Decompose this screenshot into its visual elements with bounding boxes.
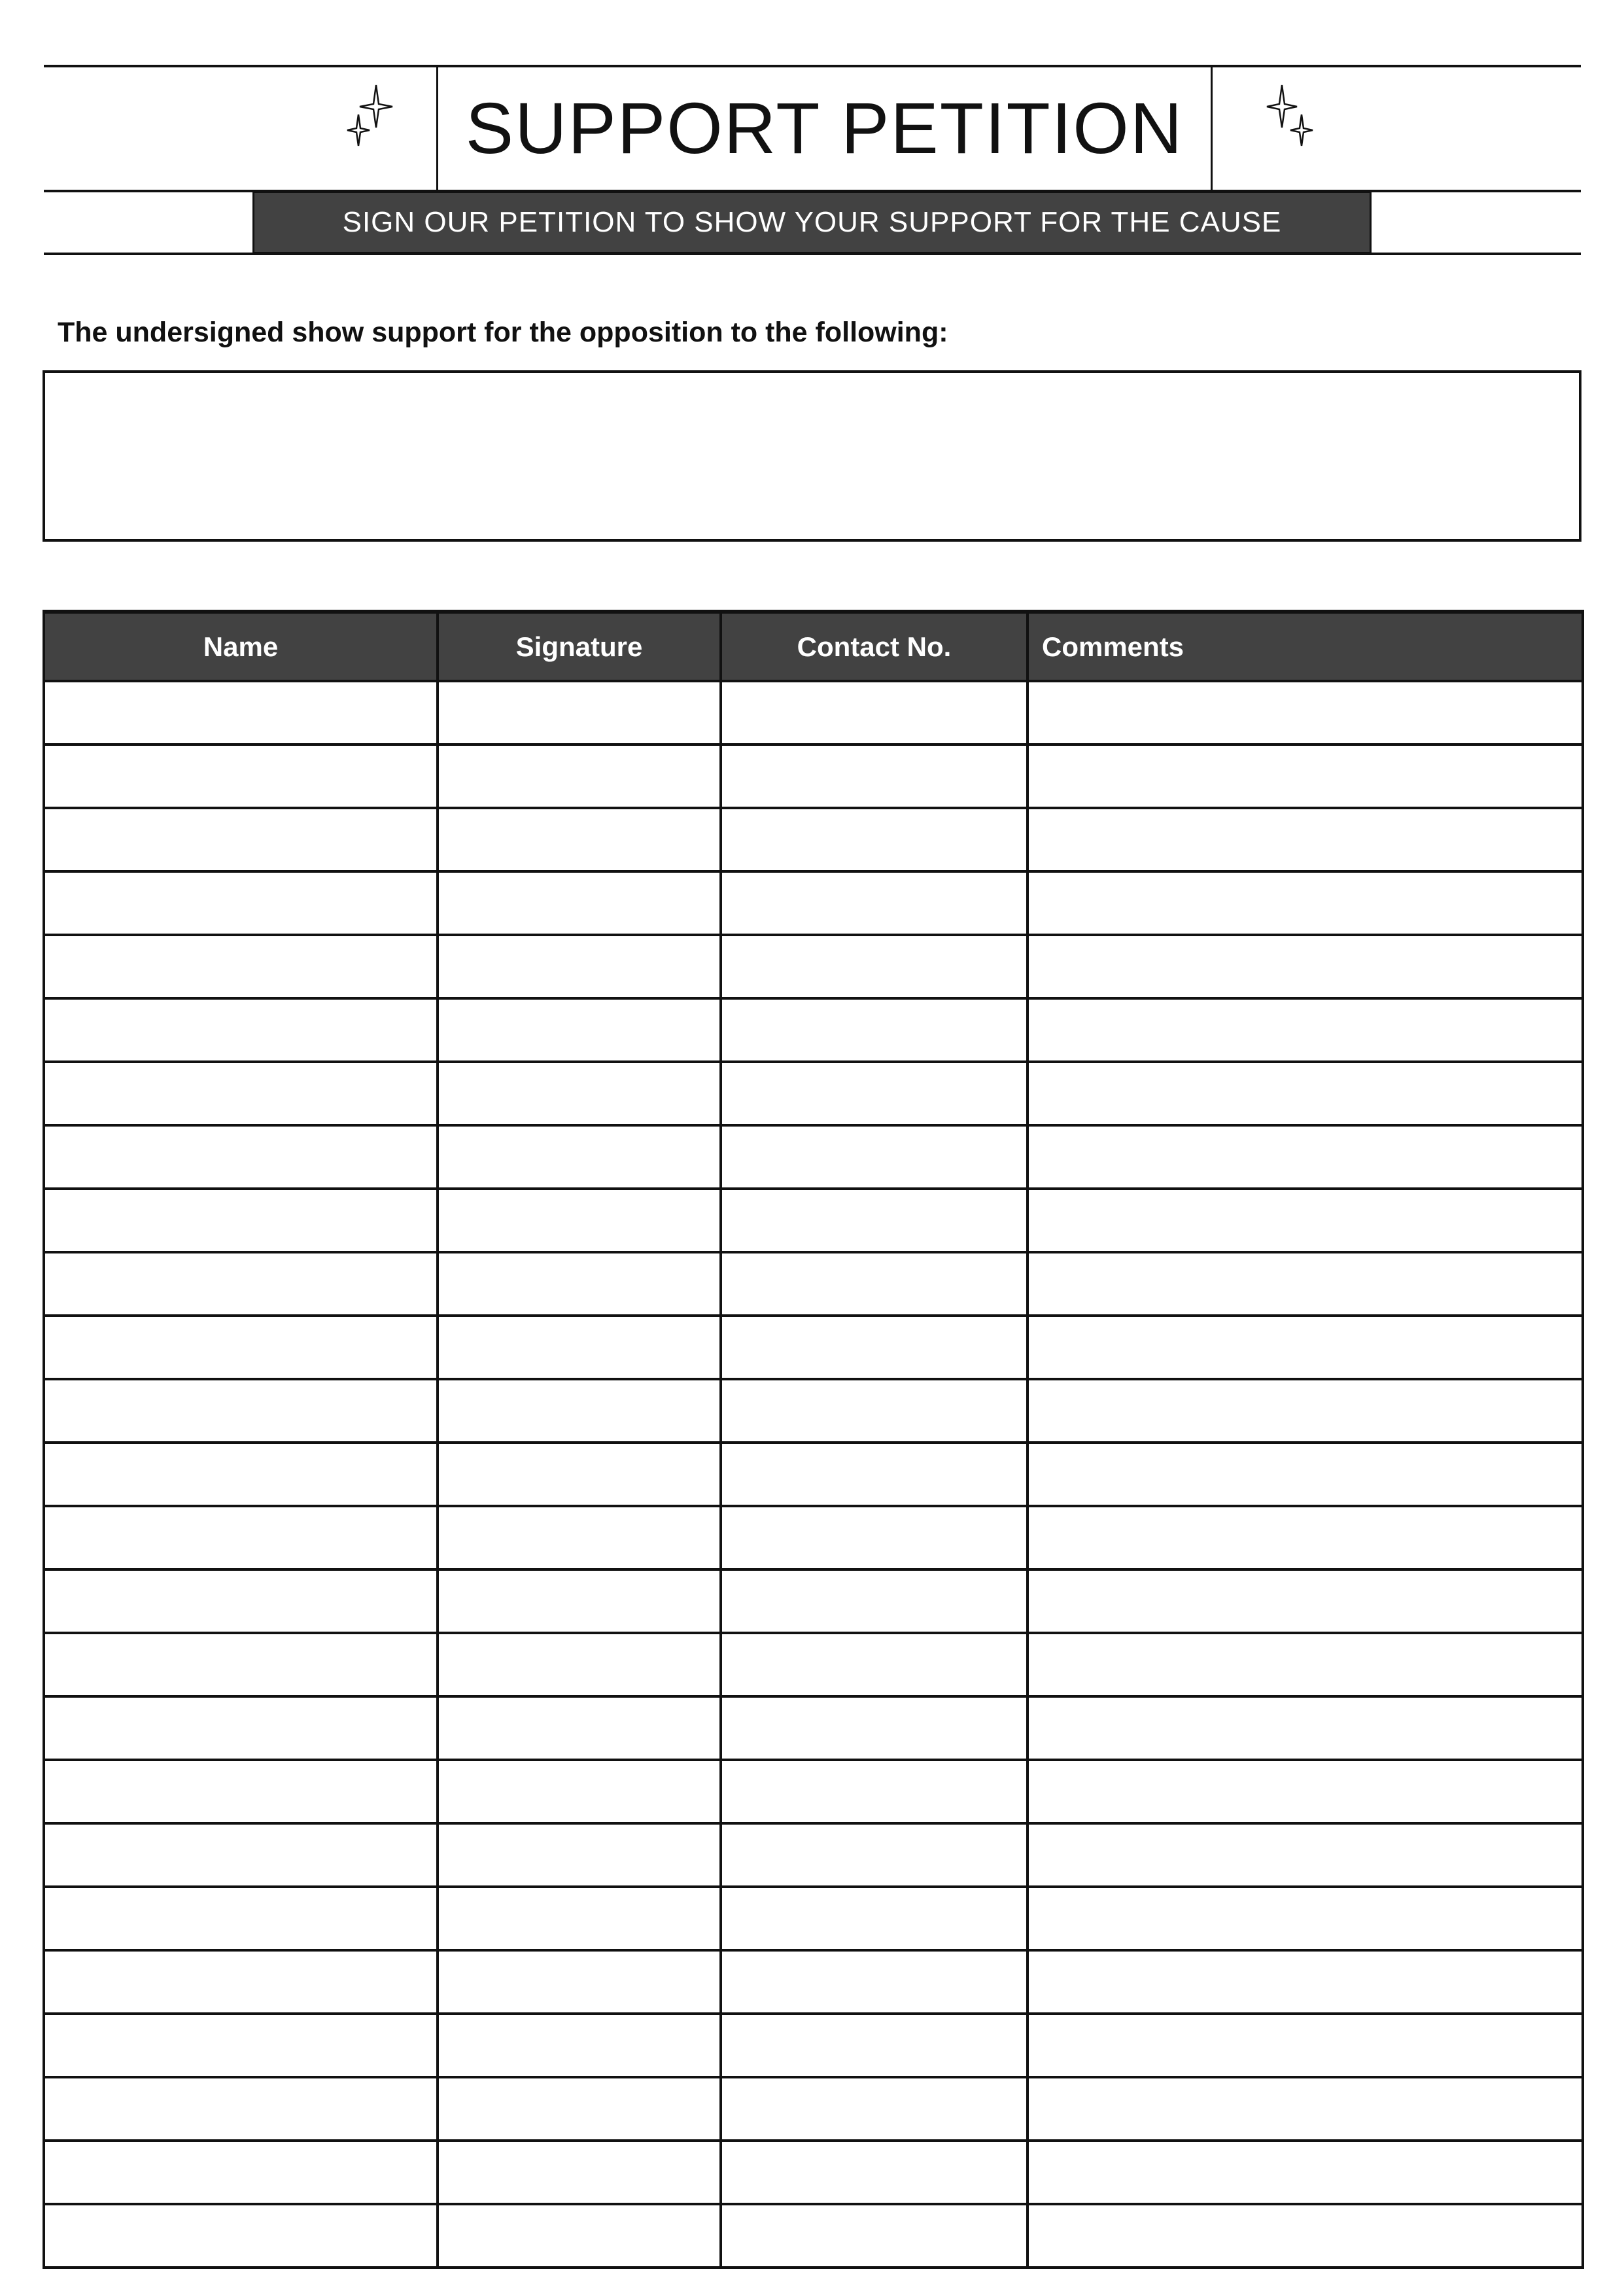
intro-text: The undersigned show support for the opposition to the following:	[58, 317, 948, 348]
contact-cell[interactable]	[721, 2014, 1028, 2077]
contact-cell[interactable]	[721, 871, 1028, 935]
table-row	[44, 2014, 1583, 2077]
table-row	[44, 1316, 1583, 1379]
comments-cell[interactable]	[1028, 1696, 1583, 1760]
name-cell[interactable]	[44, 1760, 438, 1823]
comments-cell[interactable]	[1028, 935, 1583, 998]
name-cell[interactable]	[44, 681, 438, 745]
signature-cell[interactable]	[438, 2077, 721, 2141]
comments-cell[interactable]	[1028, 1252, 1583, 1316]
name-cell[interactable]	[44, 2141, 438, 2204]
name-cell[interactable]	[44, 745, 438, 808]
table-row	[44, 1062, 1583, 1125]
name-cell[interactable]	[44, 1189, 438, 1252]
name-cell[interactable]	[44, 1696, 438, 1760]
table-row	[44, 1506, 1583, 1569]
subtitle: SIGN OUR PETITION TO SHOW YOUR SUPPORT FOR THE CAUSE	[342, 206, 1282, 238]
signature-cell[interactable]	[438, 1252, 721, 1316]
name-cell[interactable]	[44, 1443, 438, 1506]
signature-cell[interactable]	[438, 1316, 721, 1379]
table-row	[44, 1252, 1583, 1316]
signature-cell[interactable]	[438, 1887, 721, 1950]
name-cell[interactable]	[44, 935, 438, 998]
table-row	[44, 935, 1583, 998]
cause-text-box[interactable]	[43, 370, 1581, 542]
name-cell[interactable]	[44, 1062, 438, 1125]
contact-cell[interactable]	[721, 1760, 1028, 1823]
contact-cell[interactable]	[721, 2141, 1028, 2204]
table-row	[44, 1189, 1583, 1252]
name-cell[interactable]	[44, 1887, 438, 1950]
column-header-comments: Comments	[1028, 612, 1583, 681]
contact-cell[interactable]	[721, 1252, 1028, 1316]
name-cell[interactable]	[44, 808, 438, 871]
name-cell[interactable]	[44, 1125, 438, 1189]
name-cell[interactable]	[44, 2204, 438, 2268]
table-body	[44, 681, 1583, 2268]
name-cell[interactable]	[44, 1950, 438, 2014]
contact-cell[interactable]	[721, 681, 1028, 745]
table-row	[44, 1379, 1583, 1443]
comments-cell[interactable]	[1028, 871, 1583, 935]
name-cell[interactable]	[44, 2014, 438, 2077]
comments-cell[interactable]	[1028, 1569, 1583, 1633]
comments-cell[interactable]	[1028, 2204, 1583, 2268]
signature-cell[interactable]	[438, 2141, 721, 2204]
signature-cell[interactable]	[438, 1950, 721, 2014]
contact-cell[interactable]	[721, 1443, 1028, 1506]
title-box	[436, 66, 1213, 191]
comments-cell[interactable]	[1028, 2141, 1583, 2204]
contact-cell[interactable]	[721, 2204, 1028, 2268]
table-row	[44, 1950, 1583, 2014]
name-cell[interactable]	[44, 1823, 438, 1887]
signature-cell[interactable]	[438, 745, 721, 808]
sparkle-icon-left	[340, 82, 399, 147]
contact-cell[interactable]	[721, 1696, 1028, 1760]
signature-cell[interactable]	[438, 1633, 721, 1696]
name-cell[interactable]	[44, 2077, 438, 2141]
name-cell[interactable]	[44, 1316, 438, 1379]
contact-cell[interactable]	[721, 1823, 1028, 1887]
name-cell[interactable]	[44, 1252, 438, 1316]
contact-cell[interactable]	[721, 1569, 1028, 1633]
table-row	[44, 745, 1583, 808]
name-cell[interactable]	[44, 871, 438, 935]
table-row	[44, 1633, 1583, 1696]
table-row	[44, 1443, 1583, 1506]
contact-cell[interactable]	[721, 1633, 1028, 1696]
signature-cell[interactable]	[438, 1823, 721, 1887]
comments-cell[interactable]	[1028, 1506, 1583, 1569]
comments-cell[interactable]	[1028, 1823, 1583, 1887]
table-row	[44, 998, 1583, 1062]
table-row	[44, 2141, 1583, 2204]
contact-cell[interactable]	[721, 1062, 1028, 1125]
contact-cell[interactable]	[721, 1379, 1028, 1443]
comments-cell[interactable]	[1028, 2014, 1583, 2077]
table-row	[44, 681, 1583, 745]
name-cell[interactable]	[44, 998, 438, 1062]
column-header-signature: Signature	[438, 612, 721, 681]
table-row	[44, 808, 1583, 871]
contact-cell[interactable]	[721, 1887, 1028, 1950]
name-cell[interactable]	[44, 1633, 438, 1696]
contact-cell[interactable]	[721, 1950, 1028, 2014]
contact-cell[interactable]	[721, 998, 1028, 1062]
signature-cell[interactable]	[438, 1443, 721, 1506]
table-row	[44, 1696, 1583, 1760]
comments-cell[interactable]	[1028, 998, 1583, 1062]
contact-cell[interactable]	[721, 808, 1028, 871]
comments-cell[interactable]	[1028, 1125, 1583, 1189]
name-cell[interactable]	[44, 1379, 438, 1443]
comments-cell[interactable]	[1028, 2077, 1583, 2141]
signature-cell[interactable]	[438, 2204, 721, 2268]
comments-cell[interactable]	[1028, 1887, 1583, 1950]
contact-cell[interactable]	[721, 1189, 1028, 1252]
comments-cell[interactable]	[1028, 1633, 1583, 1696]
comments-cell[interactable]	[1028, 1760, 1583, 1823]
column-header-contact: Contact No.	[721, 612, 1028, 681]
signature-cell[interactable]	[438, 1125, 721, 1189]
signature-cell[interactable]	[438, 2014, 721, 2077]
table-row	[44, 2204, 1583, 2268]
comments-cell[interactable]	[1028, 745, 1583, 808]
signature-cell[interactable]	[438, 1062, 721, 1125]
signature-cell[interactable]	[438, 808, 721, 871]
column-header-name: Name	[44, 612, 438, 681]
name-cell[interactable]	[44, 1569, 438, 1633]
contact-cell[interactable]	[721, 1506, 1028, 1569]
comments-cell[interactable]	[1028, 1189, 1583, 1252]
signature-cell[interactable]	[438, 1569, 721, 1633]
contact-cell[interactable]	[721, 2077, 1028, 2141]
subtitle-band	[252, 191, 1372, 254]
signature-cell[interactable]	[438, 871, 721, 935]
comments-cell[interactable]	[1028, 1379, 1583, 1443]
comments-cell[interactable]	[1028, 1950, 1583, 2014]
table-row	[44, 2077, 1583, 2141]
contact-cell[interactable]	[721, 745, 1028, 808]
comments-cell[interactable]	[1028, 681, 1583, 745]
contact-cell[interactable]	[721, 1125, 1028, 1189]
comments-cell[interactable]	[1028, 1316, 1583, 1379]
contact-cell[interactable]	[721, 1316, 1028, 1379]
signature-cell[interactable]	[438, 1696, 721, 1760]
comments-cell[interactable]	[1028, 808, 1583, 871]
page-title: SUPPORT PETITION	[465, 88, 1184, 169]
signature-cell[interactable]	[438, 1189, 721, 1252]
table-row	[44, 1887, 1583, 1950]
signature-cell[interactable]	[438, 1506, 721, 1569]
signature-cell[interactable]	[438, 935, 721, 998]
table-row	[44, 1569, 1583, 1633]
contact-cell[interactable]	[721, 935, 1028, 998]
table-row	[44, 1823, 1583, 1887]
comments-cell[interactable]	[1028, 1062, 1583, 1125]
table-row	[44, 1125, 1583, 1189]
signature-cell[interactable]	[438, 1760, 721, 1823]
sparkle-icon-right	[1259, 82, 1318, 147]
signature-table	[43, 610, 1584, 2269]
name-cell[interactable]	[44, 1506, 438, 1569]
signature-cell[interactable]	[438, 998, 721, 1062]
comments-cell[interactable]	[1028, 1443, 1583, 1506]
table-row	[44, 1760, 1583, 1823]
signature-cell[interactable]	[438, 681, 721, 745]
signature-cell[interactable]	[438, 1379, 721, 1443]
table-header-row	[44, 612, 1583, 681]
table-row	[44, 871, 1583, 935]
